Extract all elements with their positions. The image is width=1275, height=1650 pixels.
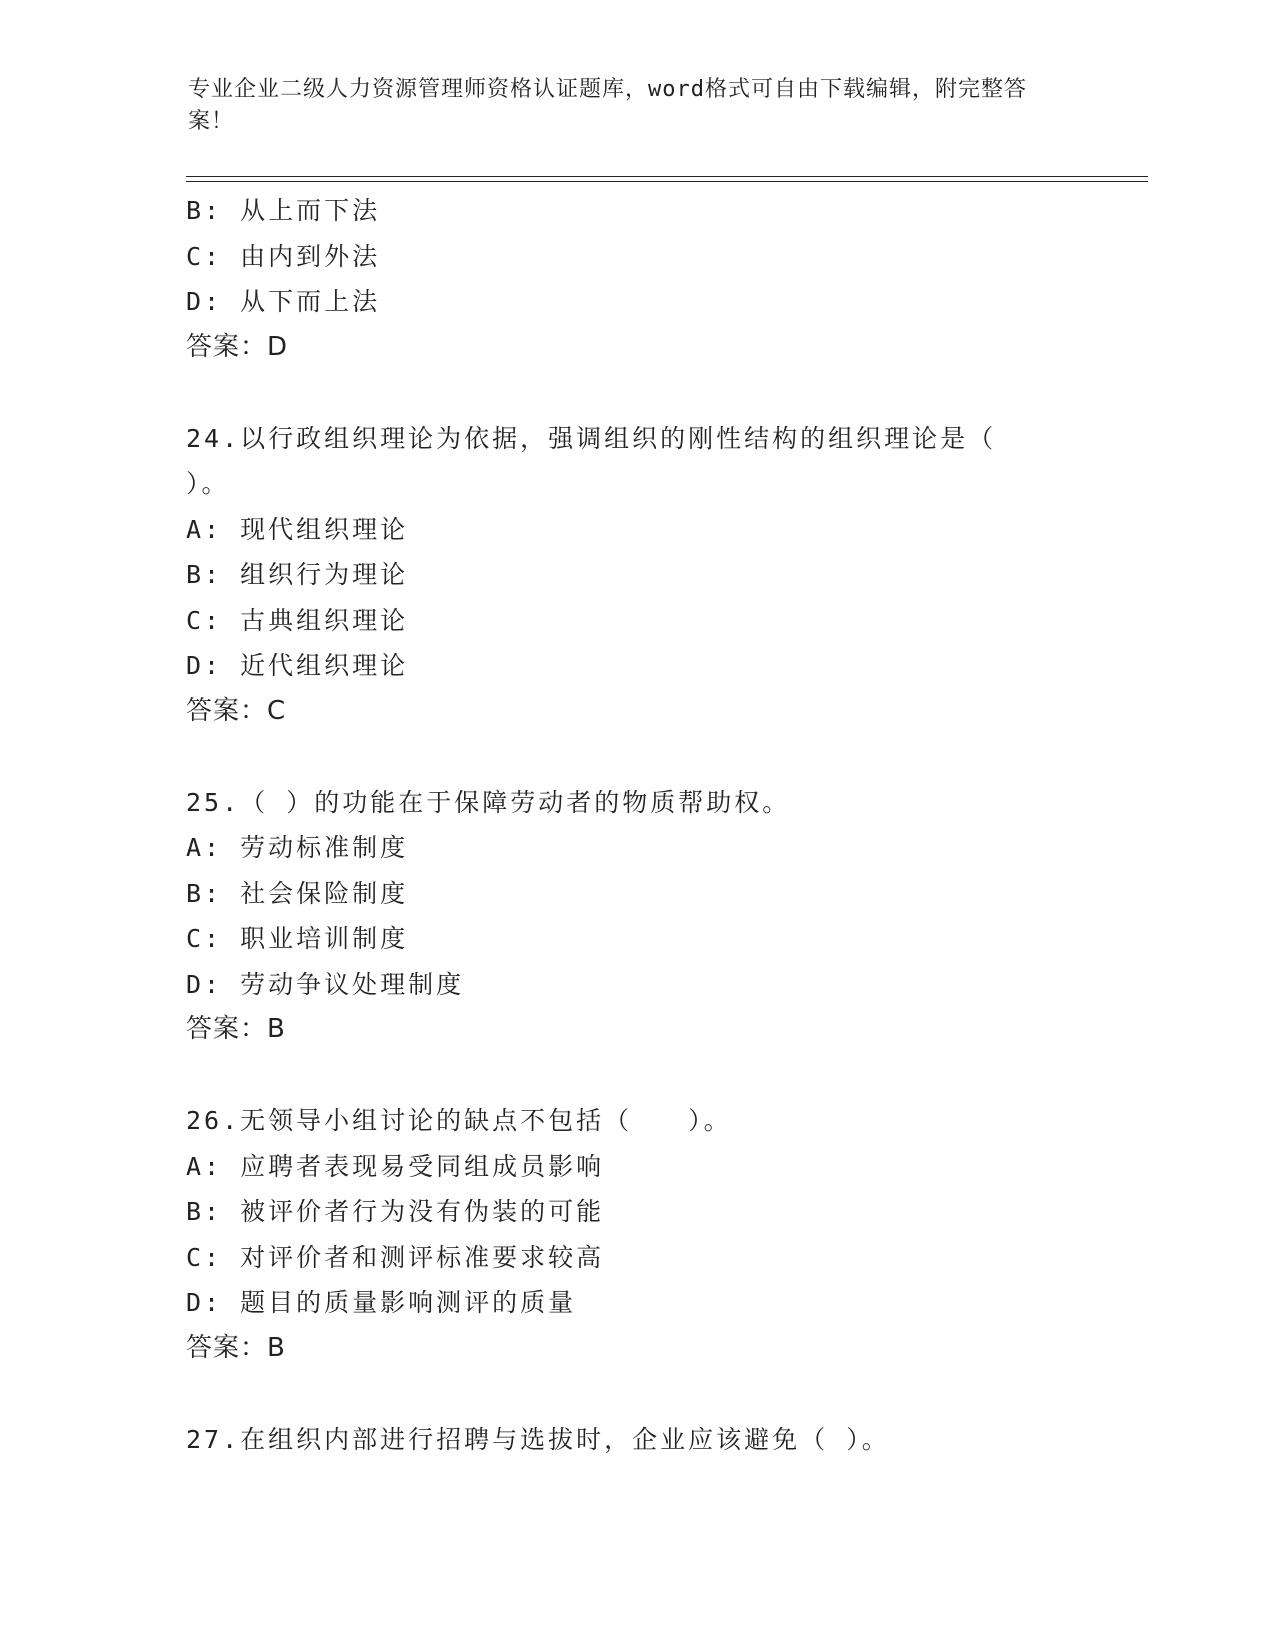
question-24 xyxy=(186,416,1146,735)
header-divider-top xyxy=(186,176,1148,177)
question-list xyxy=(186,188,1146,1462)
question-26 xyxy=(186,1098,1146,1371)
answer-text: 答案：C xyxy=(186,695,287,726)
option-d: D: 近代组织理论 xyxy=(186,651,409,680)
answer-text: 答案：B xyxy=(186,1332,286,1363)
question-stem: 25.（ ）的功能在于保障劳动者的物质帮助权。 xyxy=(186,787,791,817)
option-c: C: 对评价者和测评标准要求较高 xyxy=(186,1242,605,1272)
option-b: B: 社会保险制度 xyxy=(186,878,409,908)
question-27 xyxy=(186,1417,1146,1463)
option-d: D: 从下而上法 xyxy=(186,287,381,316)
answer-text: 答案：D xyxy=(186,331,289,362)
question-stem: 24.以行政组织理论为依据，强调组织的刚性结构的组织理论是（ xyxy=(186,423,997,453)
question-stem-continued: ）。 xyxy=(186,469,230,498)
option-b: B: 被评价者行为没有伪装的可能 xyxy=(186,1197,605,1226)
option-d: D: 劳动争议处理制度 xyxy=(186,969,465,999)
option-c: C: 职业培训制度 xyxy=(186,924,409,953)
option-c: C: 由内到外法 xyxy=(186,241,381,271)
question-stem: 26.无领导小组讨论的缺点不包括（ ）。 xyxy=(186,1106,732,1135)
option-b: B: 从上而下法 xyxy=(186,196,381,225)
option-a: A: 劳动标准制度 xyxy=(186,833,409,862)
question-25 xyxy=(186,780,1146,1053)
option-a: A: 现代组织理论 xyxy=(186,514,409,544)
question-stem: 27.在组织内部进行招聘与选拔时，企业应该避免（ ）。 xyxy=(186,1424,890,1454)
question-23-continued xyxy=(186,188,1146,370)
option-c: C: 古典组织理论 xyxy=(186,605,409,635)
option-d: D: 题目的质量影响测评的质量 xyxy=(186,1288,577,1317)
option-a: A: 应聘者表现易受同组成员影响 xyxy=(186,1151,605,1181)
option-b: B: 组织行为理论 xyxy=(186,560,409,589)
header-divider-bottom xyxy=(186,181,1148,182)
answer-text: 答案：B xyxy=(186,1014,286,1044)
document-header: 专业企业二级人力资源管理师资格认证题库，word格式可自由下载编辑，附完整答案！ xyxy=(188,77,1027,134)
